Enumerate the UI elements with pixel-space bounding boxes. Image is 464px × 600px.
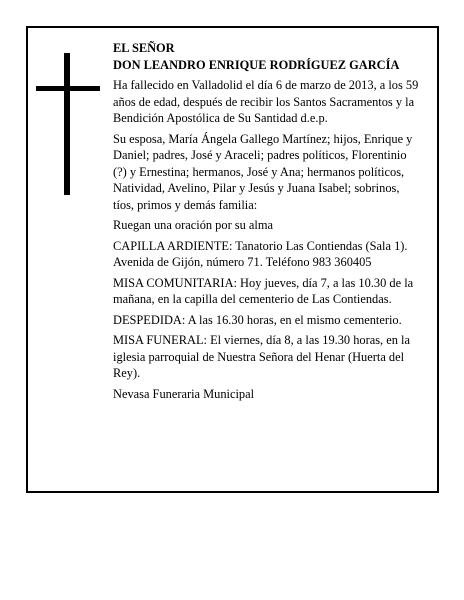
funeral-mass-paragraph: MISA FUNERAL: El viernes, día 8, a las 19.30 horas, en la iglesia parroquial de Nuestra Señora del Henar (Huerta del Rey). (113, 333, 410, 380)
family-paragraph: Su esposa, María Ángela Gallego Martínez; hijos, Enrique y Daniel; padres, José y Araceli; padres políticos, Florentinio (?) y Ernestina; hermanos, José y Ana; hermanos políticos, Natividad, Avelino, Pilar y Jesús y Juana Isabel; sobrinos, tíos, primos y demás familia: (113, 131, 413, 212)
farewell-paragraph: DESPEDIDA: A las 16.30 horas, en el mismo cementerio. (113, 312, 402, 327)
chapel-info-paragraph: CAPILLA ARDIENTE: Tanatorio Las Contiendas (Sala 1). Avenida de Gijón, número 71. Teléfono 983 360405 (113, 238, 408, 269)
deceased-name: DON LEANDRO ENRIQUE RODRÍGUEZ GARCÍA (113, 57, 400, 72)
title-line-honorific: EL SEÑOR (113, 41, 175, 55)
funeral-home-line: Nevasa Funeraria Municipal (113, 386, 255, 401)
community-mass-paragraph: MISA COMUNITARIA: Hoy jueves, día 7, a las 10.30 de la mañana, en la capilla del cementerio de Las Contiendas. (113, 275, 414, 306)
cross-vertical-bar (64, 53, 70, 195)
prayer-request-line: Ruegan una oración por su alma (113, 218, 273, 232)
death-announcement-paragraph: Ha fallecido en Valladolid el día 6 de marzo de 2013, a los 59 años de edad, después de recibir los Santos Sacramentos y la Bendición Apostólica de Su Santidad d.e.p. (113, 78, 419, 125)
cross-horizontal-bar (36, 86, 100, 91)
cross-icon (36, 53, 100, 195)
obituary-text (113, 40, 423, 402)
